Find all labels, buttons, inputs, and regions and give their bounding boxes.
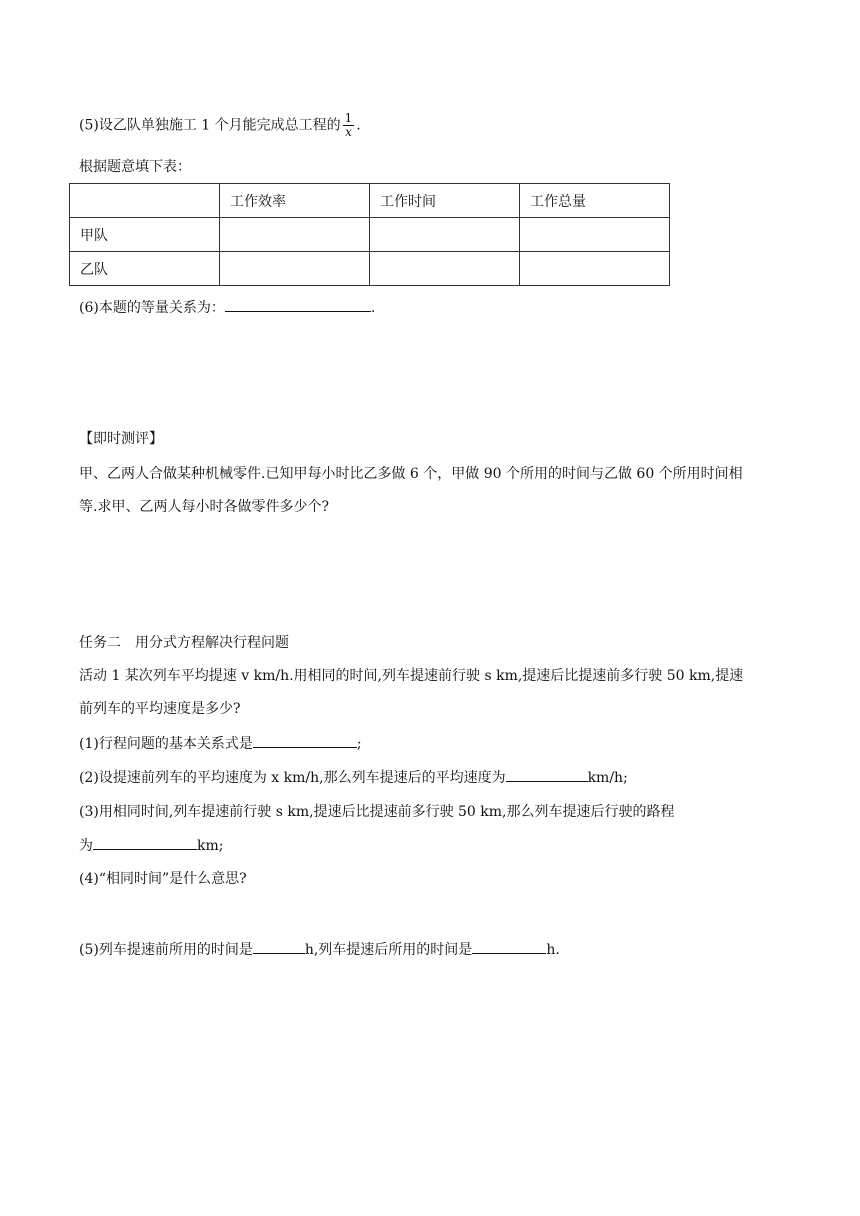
a2-suffix: km/h; [587,770,628,786]
table-cell[interactable] [370,218,520,252]
table-row [70,252,670,286]
eval-problem-line-2: 等.求甲、乙两人每小时各做零件多少个? [79,499,329,515]
answer-blank[interactable] [253,733,357,748]
table-cell[interactable] [370,252,520,286]
row-label-jia: 甲队 [70,218,220,252]
activity-1-line-2: 前列车的平均速度是多少? [79,701,241,717]
row-label-yi: 乙队 [70,252,220,286]
header-cell-total: 工作总量 [520,184,670,218]
answer-blank[interactable] [253,939,305,954]
section-heading-eval: 【即时测评】 [79,431,163,447]
activity-1-line-1: 活动 1 某次列车平均提速 v km/h.用相同的时间,列车提速前行驶 s km,提速后比提速前多行驶 50 km,提速 [79,668,744,684]
work-table [69,183,670,286]
header-cell-empty [70,184,220,218]
q6-suffix: . [370,300,376,316]
table-cell[interactable] [220,218,370,252]
fraction-numerator: 1 [344,111,353,125]
answer-blank[interactable] [472,939,546,954]
a3-text: 为 [79,838,93,854]
a5-mid: h,列车提速后所用的时间是 [304,942,473,958]
q5-text: (5)设乙队单独施工 1 个月能完成总工程的 [79,117,341,134]
sub-question-5 [79,939,560,960]
table-cell[interactable] [220,252,370,286]
fraction-1-over-x [343,112,355,139]
sub-question-3-line-2 [79,835,223,856]
eval-problem-line-1: 甲、乙两人合做某种机械零件.已知甲每小时比乙多做 6 个，甲做 90 个所用的时间与乙做 60 个所用时间相 [79,466,743,482]
sub-question-3-line-1: (3)用相同时间,列车提速前行驶 s km,提速后比提速前多行驶 50 km,那么列车提速后行驶的路程 [79,804,675,820]
a2-text: (2)设提速前列车的平均速度为 x km/h,那么列车提速后的平均速度为 [79,770,506,786]
header-cell-time: 工作时间 [370,184,520,218]
a3-suffix: km; [197,838,224,854]
q5-suffix: . [356,117,361,134]
answer-blank[interactable] [225,297,371,312]
table-header-row [70,184,670,218]
a5-text: (5)列车提速前所用的时间是 [79,942,253,958]
task-2-title: 任务二 用分式方程解决行程问题 [79,635,289,651]
sub-question-4: (4)“相同时间”是什么意思? [79,871,247,887]
header-cell-efficiency: 工作效率 [220,184,370,218]
answer-blank[interactable] [93,835,197,850]
table-intro: 根据题意填下表： [79,159,191,175]
table-row [70,218,670,252]
q6-text: (6)本题的等量关系为： [79,300,225,316]
question-5 [79,112,361,139]
a1-text: (1)行程问题的基本关系式是 [79,736,253,752]
fraction-denominator: x [345,125,352,139]
sub-question-1 [79,733,362,754]
a5-suffix: h. [546,942,560,958]
sub-question-2 [79,767,628,788]
answer-blank[interactable] [506,767,588,782]
a1-suffix: ; [356,736,362,752]
question-6 [79,297,375,318]
table-cell[interactable] [520,218,670,252]
table-cell[interactable] [520,252,670,286]
